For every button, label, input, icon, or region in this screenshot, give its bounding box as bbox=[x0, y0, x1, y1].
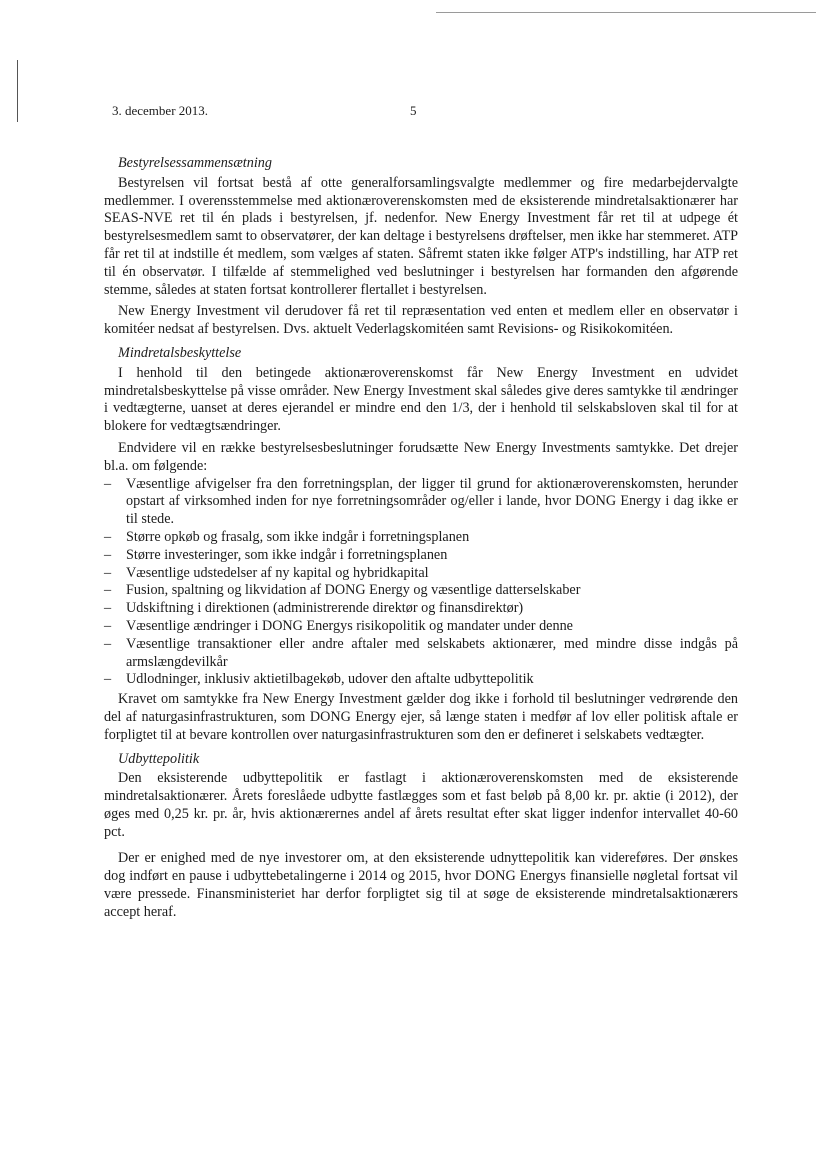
list-item: – Større investeringer, som ikke indgår i forretningsplanen bbox=[104, 547, 738, 565]
paragraph: Endvidere vil en række bestyrelsesbeslutninger forudsætte New Energy Investments samtykke. Det drejer bl.a. om følgende: bbox=[104, 439, 738, 474]
paragraph: New Energy Investment vil derudover få ret til repræsentation ved enten et medlem eller en observatør i komitéer nedsat af bestyrelsen. Dvs. aktuelt Vederlagskomitéen samt Revisions- og Risikokomitéen. bbox=[104, 303, 738, 338]
list-item: – Større opkøb og frasalg, som ikke indgår i forretningsplanen bbox=[104, 529, 738, 547]
list-item: – Fusion, spaltning og likvidation af DONG Energy og væsentlige datterselskaber bbox=[104, 582, 738, 600]
document-body bbox=[104, 155, 738, 928]
consent-requirements-list bbox=[104, 476, 738, 690]
scan-edge-line bbox=[436, 12, 816, 13]
paragraph: Der er enighed med de nye investorer om, at den eksisterende udnyttepolitik kan videreføres. Der ønskes dog indført en pause i udbyttebetalingerne i 2014 og 2015, hvor DONG Energys finansielle nøgletal fortsat vil være pressede. Finansministeriet har derfor forpligtet sig til at søge de eksisterende mindretalsaktionærers accept heraf. bbox=[104, 850, 738, 920]
section-heading: Udbyttepolitik bbox=[118, 750, 200, 767]
paragraph: Kravet om samtykke fra New Energy Investment gælder dog ikke i forhold til beslutninger vedrørende den del af naturgasinfrastrukturen, som DONG Energy ejer, så længe staten i medfør af lov eller politisk aftale er forpligtet til at bevare kontrollen over naturgasinfrastrukturen som den er defineret i selskabets vedtægter. bbox=[104, 691, 738, 743]
document-date: 3. december 2013. bbox=[112, 103, 209, 118]
list-item: – Udskiftning i direktionen (administrerende direktør og finansdirektør) bbox=[104, 600, 738, 618]
list-item: – Væsentlige ændringer i DONG Energys risikopolitik og mandater under denne bbox=[104, 618, 738, 636]
paragraph: Den eksisterende udbyttepolitik er fastlagt i aktionæroverenskomsten med de eksisterende mindretalsaktionærer. Årets foreslåede udbytte fastlægges som et fast beløb på 8,00 kr. pr. aktie (i 2012), der øges med 0,25 kr. pr. år, hvis aktionærernes andel af årets resultat efter skat ligger indenfor intervallet 40-60 pct. bbox=[104, 770, 738, 840]
section-heading: Mindretalsbeskyttelse bbox=[118, 344, 242, 361]
section-dividend-policy bbox=[104, 751, 738, 922]
list-item: – Udlodninger, inklusiv aktietilbagekøb, udover den aftalte udbyttepolitik bbox=[104, 671, 738, 689]
page-number: 5 bbox=[410, 103, 417, 118]
paragraph: Bestyrelsen vil fortsat bestå af otte generalforsamlingsvalgte medlemmer og fire medarbejdervalgte medlemmer. I overensstemmelse med aktionæroverenskomsten med de eksisterende mindretalsaktionærer har SEAS-NVE ret til én plads i bestyrelsen, jf. nedenfor. New Energy Investment får ret til at udpege ét bestyrelsesmedlem samt to observatører, der kan deltage i bestyrelsens drøftelser, men ikke har stemmeret. ATP får ret til at indstille ét medlem, som vælges af staten. Såfremt staten ikke følger ATP's indstilling, har ATP ret til én observatør. I tilfælde af stemmelighed ved beslutninger i bestyrelsen har formanden den afgørende stemme, således at staten fortsat kontrollerer flertallet i bestyrelsen. bbox=[104, 174, 738, 298]
scan-margin-mark bbox=[17, 60, 18, 122]
section-minority-protection bbox=[104, 345, 738, 745]
list-item: – Væsentlige afvigelser fra den forretningsplan, der ligger til grund for aktionæroverenskomsten, herunder opstart af virksomhed inden for nye forretningsområder og/eller i lande, hvor DONG Energy i dag ikke er til stede. bbox=[104, 476, 738, 529]
list-item: – Væsentlige transaktioner eller andre aftaler med selskabets aktionærer, med mindre disse indgås på armslængdevilkår bbox=[104, 636, 738, 672]
paragraph: I henhold til den betingede aktionæroverenskomst får New Energy Investment en udvidet mindretalsbeskyttelse på visse områder. New Energy Investment skal således give deres samtykke til ændringer i vedtægterne, uanset at deres ejerandel er mindre end den 1/3, der i henhold til selskabsloven skal til for at blokere for vedtægtsændringer. bbox=[104, 364, 738, 435]
section-board-composition bbox=[104, 155, 738, 339]
list-item: – Væsentlige udstedelser af ny kapital og hybridkapital bbox=[104, 565, 738, 583]
section-heading: Bestyrelsessammensætning bbox=[118, 155, 272, 171]
